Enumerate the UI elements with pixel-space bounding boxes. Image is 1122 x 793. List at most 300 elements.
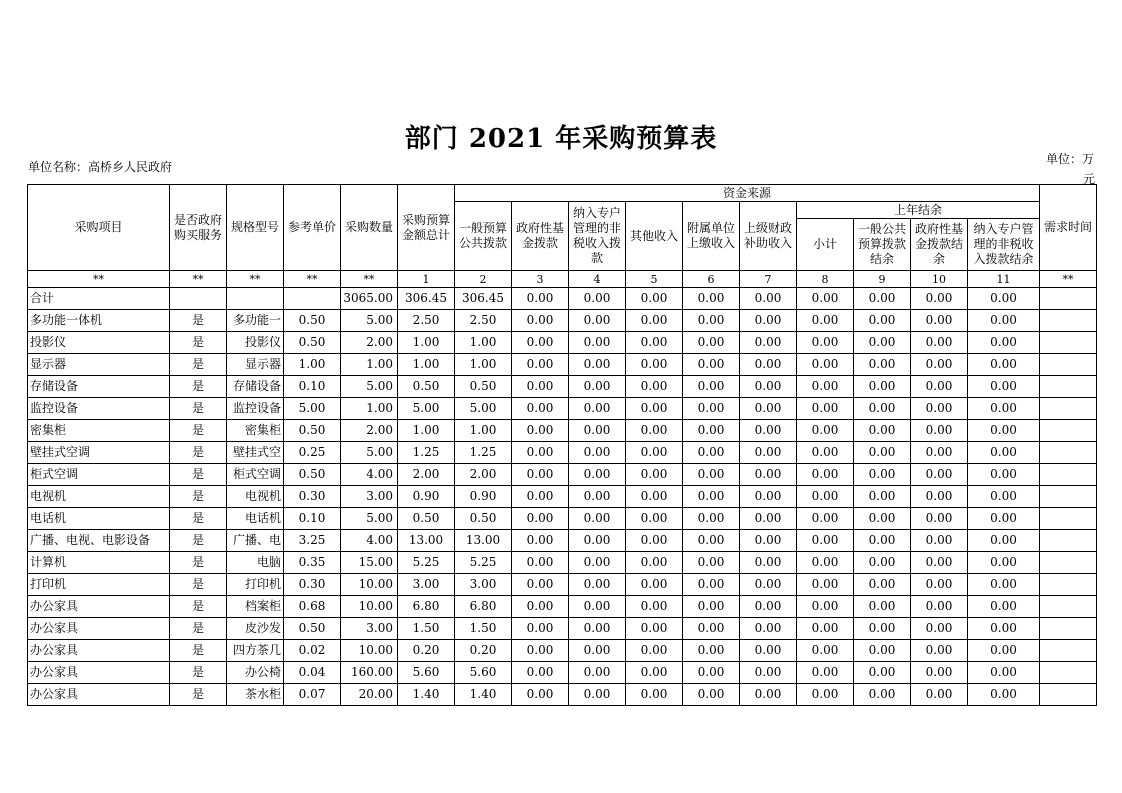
column-number: ** <box>1040 271 1097 288</box>
cell-svc: 是 <box>170 662 227 684</box>
cell-price: 0.30 <box>284 486 341 508</box>
cell-c2: 0.50 <box>455 508 512 530</box>
table-row <box>28 662 1097 684</box>
cell-c11: 0.00 <box>968 354 1040 376</box>
header-fund-source: 资金来源 <box>455 185 1040 202</box>
cell-qty: 2.00 <box>341 420 398 442</box>
cell-c3: 0.00 <box>512 442 569 464</box>
header-spec: 规格型号 <box>227 185 284 271</box>
header-general-budget: 一般预算公共拨款 <box>455 202 512 271</box>
cell-c6: 0.00 <box>683 508 740 530</box>
cell-c7: 0.00 <box>740 662 797 684</box>
cell-c8: 0.00 <box>797 508 854 530</box>
cell-c7: 0.00 <box>740 354 797 376</box>
cell-c5: 0.00 <box>626 332 683 354</box>
cell-svc: 是 <box>170 640 227 662</box>
cell-item: 多功能一体机 <box>28 310 170 332</box>
cell-price: 0.50 <box>284 310 341 332</box>
table-row <box>28 420 1097 442</box>
cell-c9: 0.00 <box>854 464 911 486</box>
cell-spec: 皮沙发 <box>227 618 284 640</box>
cell-c4: 0.00 <box>569 442 626 464</box>
cell-c10: 0.00 <box>911 662 968 684</box>
cell-qty: 10.00 <box>341 640 398 662</box>
column-number: ** <box>284 271 341 288</box>
cell-qty: 2.00 <box>341 332 398 354</box>
cell-price: 0.50 <box>284 618 341 640</box>
cell-c10: 0.00 <box>911 398 968 420</box>
cell-svc: 是 <box>170 332 227 354</box>
cell-c5: 0.00 <box>626 354 683 376</box>
unit-label-continuation: 元 <box>1083 172 1096 186</box>
cell-c8: 0.00 <box>797 596 854 618</box>
cell-time <box>1040 398 1097 420</box>
cell-price: 0.50 <box>284 464 341 486</box>
cell-c5: 0.00 <box>626 574 683 596</box>
table-row <box>28 640 1097 662</box>
column-number: 1 <box>398 271 455 288</box>
cell-spec: 电视机 <box>227 486 284 508</box>
cell-c4: 0.00 <box>569 376 626 398</box>
cell-c11: 0.00 <box>968 530 1040 552</box>
cell-total: 0.50 <box>398 508 455 530</box>
cell-c11: 0.00 <box>968 618 1040 640</box>
cell-price <box>284 288 341 310</box>
cell-c4: 0.00 <box>569 464 626 486</box>
cell-time <box>1040 508 1097 530</box>
column-number: 4 <box>569 271 626 288</box>
cell-c9: 0.00 <box>854 552 911 574</box>
cell-c6: 0.00 <box>683 310 740 332</box>
cell-svc: 是 <box>170 486 227 508</box>
document-title: 部门 2021 年采购预算表 <box>404 124 718 154</box>
table-row <box>28 354 1097 376</box>
cell-c4: 0.00 <box>569 552 626 574</box>
column-number: ** <box>170 271 227 288</box>
cell-c9: 0.00 <box>854 508 911 530</box>
cell-c11: 0.00 <box>968 310 1040 332</box>
cell-c2: 1.00 <box>455 332 512 354</box>
column-number: 8 <box>797 271 854 288</box>
cell-c8: 0.00 <box>797 420 854 442</box>
cell-price: 0.30 <box>284 574 341 596</box>
cell-svc: 是 <box>170 508 227 530</box>
cell-c10: 0.00 <box>911 552 968 574</box>
cell-c4: 0.00 <box>569 354 626 376</box>
cell-c4: 0.00 <box>569 640 626 662</box>
cell-c4: 0.00 <box>569 684 626 706</box>
cell-c10: 0.00 <box>911 640 968 662</box>
cell-c9: 0.00 <box>854 354 911 376</box>
cell-svc: 是 <box>170 442 227 464</box>
cell-c2: 6.80 <box>455 596 512 618</box>
cell-qty: 10.00 <box>341 574 398 596</box>
cell-price: 0.07 <box>284 684 341 706</box>
cell-c9: 0.00 <box>854 574 911 596</box>
cell-item: 电话机 <box>28 508 170 530</box>
cell-c11: 0.00 <box>968 332 1040 354</box>
cell-c9: 0.00 <box>854 662 911 684</box>
cell-c7: 0.00 <box>740 464 797 486</box>
cell-qty: 5.00 <box>341 442 398 464</box>
cell-c8: 0.00 <box>797 574 854 596</box>
cell-c8: 0.00 <box>797 640 854 662</box>
cell-c9: 0.00 <box>854 640 911 662</box>
cell-c11: 0.00 <box>968 596 1040 618</box>
cell-total: 13.00 <box>398 530 455 552</box>
cell-spec: 打印机 <box>227 574 284 596</box>
cell-c3: 0.00 <box>512 596 569 618</box>
cell-item: 办公家具 <box>28 596 170 618</box>
cell-c7: 0.00 <box>740 332 797 354</box>
cell-c3: 0.00 <box>512 420 569 442</box>
cell-spec: 显示器 <box>227 354 284 376</box>
header-total: 采购预算金额总计 <box>398 185 455 271</box>
table-row <box>28 310 1097 332</box>
cell-c2: 1.00 <box>455 354 512 376</box>
cell-c5: 0.00 <box>626 684 683 706</box>
cell-svc: 是 <box>170 464 227 486</box>
cell-qty: 5.00 <box>341 508 398 530</box>
cell-c7: 0.00 <box>740 596 797 618</box>
cell-c6: 0.00 <box>683 552 740 574</box>
cell-c11: 0.00 <box>968 508 1040 530</box>
cell-qty: 3.00 <box>341 486 398 508</box>
cell-total: 0.50 <box>398 376 455 398</box>
cell-item: 广播、电视、电影设备 <box>28 530 170 552</box>
cell-total: 3.00 <box>398 574 455 596</box>
cell-c4: 0.00 <box>569 398 626 420</box>
cell-item: 存储设备 <box>28 376 170 398</box>
table-row <box>28 508 1097 530</box>
cell-c8: 0.00 <box>797 332 854 354</box>
cell-spec: 电话机 <box>227 508 284 530</box>
unit-name: 单位名称：高桥乡人民政府 <box>28 160 173 174</box>
cell-time <box>1040 574 1097 596</box>
cell-total: 1.25 <box>398 442 455 464</box>
cell-svc: 是 <box>170 574 227 596</box>
column-number: ** <box>227 271 284 288</box>
cell-svc: 是 <box>170 420 227 442</box>
cell-c3: 0.00 <box>512 574 569 596</box>
cell-total: 0.90 <box>398 486 455 508</box>
cell-c9: 0.00 <box>854 310 911 332</box>
cell-c4: 0.00 <box>569 662 626 684</box>
cell-c9: 0.00 <box>854 486 911 508</box>
cell-c10: 0.00 <box>911 574 968 596</box>
cell-c3: 0.00 <box>512 486 569 508</box>
cell-c10: 0.00 <box>911 420 968 442</box>
cell-c2: 1.40 <box>455 684 512 706</box>
cell-c3: 0.00 <box>512 618 569 640</box>
cell-item: 柜式空调 <box>28 464 170 486</box>
cell-total: 1.40 <box>398 684 455 706</box>
column-number: 9 <box>854 271 911 288</box>
cell-qty: 160.00 <box>341 662 398 684</box>
table-row <box>28 464 1097 486</box>
cell-c4: 0.00 <box>569 618 626 640</box>
cell-c4: 0.00 <box>569 530 626 552</box>
cell-c7: 0.00 <box>740 530 797 552</box>
cell-svc: 是 <box>170 552 227 574</box>
cell-c8: 0.00 <box>797 662 854 684</box>
cell-c8: 0.00 <box>797 398 854 420</box>
cell-total: 2.00 <box>398 464 455 486</box>
cell-c7: 0.00 <box>740 288 797 310</box>
cell-time <box>1040 530 1097 552</box>
cell-c6: 0.00 <box>683 420 740 442</box>
cell-time <box>1040 552 1097 574</box>
cell-svc: 是 <box>170 310 227 332</box>
cell-c9: 0.00 <box>854 376 911 398</box>
cell-c6: 0.00 <box>683 596 740 618</box>
cell-c2: 0.50 <box>455 376 512 398</box>
cell-total: 1.00 <box>398 420 455 442</box>
cell-c6: 0.00 <box>683 530 740 552</box>
cell-svc: 是 <box>170 684 227 706</box>
cell-total: 5.00 <box>398 398 455 420</box>
cell-time <box>1040 310 1097 332</box>
cell-total: 5.60 <box>398 662 455 684</box>
cell-c7: 0.00 <box>740 684 797 706</box>
cell-c3: 0.00 <box>512 332 569 354</box>
cell-c11: 0.00 <box>968 420 1040 442</box>
header-quantity: 采购数量 <box>341 185 398 271</box>
cell-c6: 0.00 <box>683 398 740 420</box>
cell-c11: 0.00 <box>968 398 1040 420</box>
cell-total: 5.25 <box>398 552 455 574</box>
header-ref-price: 参考单价 <box>284 185 341 271</box>
cell-c3: 0.00 <box>512 376 569 398</box>
cell-c11: 0.00 <box>968 376 1040 398</box>
cell-c3: 0.00 <box>512 398 569 420</box>
cell-c10: 0.00 <box>911 376 968 398</box>
cell-time <box>1040 420 1097 442</box>
cell-c10: 0.00 <box>911 442 968 464</box>
cell-qty: 5.00 <box>341 376 398 398</box>
cell-qty: 3.00 <box>341 618 398 640</box>
cell-time <box>1040 464 1097 486</box>
cell-c9: 0.00 <box>854 618 911 640</box>
table-row <box>28 442 1097 464</box>
cell-price: 5.00 <box>284 398 341 420</box>
cell-c8: 0.00 <box>797 442 854 464</box>
cell-item: 密集柜 <box>28 420 170 442</box>
cell-svc: 是 <box>170 618 227 640</box>
cell-price: 0.10 <box>284 376 341 398</box>
cell-c5: 0.00 <box>626 552 683 574</box>
cell-c5: 0.00 <box>626 310 683 332</box>
cell-c8: 0.00 <box>797 464 854 486</box>
cell-item: 监控设备 <box>28 398 170 420</box>
cell-c5: 0.00 <box>626 662 683 684</box>
cell-c5: 0.00 <box>626 486 683 508</box>
cell-c10: 0.00 <box>911 508 968 530</box>
cell-c11: 0.00 <box>968 442 1040 464</box>
cell-spec: 茶水柜 <box>227 684 284 706</box>
cell-c11: 0.00 <box>968 640 1040 662</box>
cell-c4: 0.00 <box>569 574 626 596</box>
header-gov-service: 是否政府购买服务 <box>170 185 227 271</box>
cell-total: 2.50 <box>398 310 455 332</box>
header-special-nontax: 纳入专户管理的非税收入拨款 <box>569 202 626 271</box>
cell-c5: 0.00 <box>626 288 683 310</box>
column-number: 3 <box>512 271 569 288</box>
cell-c10: 0.00 <box>911 332 968 354</box>
cell-c7: 0.00 <box>740 574 797 596</box>
table-row <box>28 618 1097 640</box>
cell-c9: 0.00 <box>854 398 911 420</box>
column-number: ** <box>341 271 398 288</box>
cell-c3: 0.00 <box>512 662 569 684</box>
cell-c2: 5.00 <box>455 398 512 420</box>
cell-spec: 电脑 <box>227 552 284 574</box>
cell-price: 0.25 <box>284 442 341 464</box>
table-row <box>28 376 1097 398</box>
cell-spec: 柜式空调 <box>227 464 284 486</box>
cell-c5: 0.00 <box>626 530 683 552</box>
column-number: 7 <box>740 271 797 288</box>
cell-item: 合计 <box>28 288 170 310</box>
cell-c3: 0.00 <box>512 508 569 530</box>
cell-c7: 0.00 <box>740 640 797 662</box>
cell-c10: 0.00 <box>911 486 968 508</box>
cell-c9: 0.00 <box>854 530 911 552</box>
cell-c5: 0.00 <box>626 398 683 420</box>
cell-item: 办公家具 <box>28 684 170 706</box>
cell-c10: 0.00 <box>911 596 968 618</box>
cell-c7: 0.00 <box>740 486 797 508</box>
cell-spec: 壁挂式空 <box>227 442 284 464</box>
header-gov-fund: 政府性基金拨款 <box>512 202 569 271</box>
cell-spec: 四方茶几 <box>227 640 284 662</box>
cell-c10: 0.00 <box>911 310 968 332</box>
cell-c3: 0.00 <box>512 354 569 376</box>
cell-c7: 0.00 <box>740 552 797 574</box>
cell-c8: 0.00 <box>797 354 854 376</box>
cell-time <box>1040 288 1097 310</box>
cell-c8: 0.00 <box>797 310 854 332</box>
cell-total: 1.50 <box>398 618 455 640</box>
cell-item: 办公家具 <box>28 618 170 640</box>
cell-svc: 是 <box>170 376 227 398</box>
table-row <box>28 574 1097 596</box>
column-number: 11 <box>968 271 1040 288</box>
header-prev-gov-fund: 政府性基金拨款结余 <box>911 219 968 271</box>
cell-c5: 0.00 <box>626 640 683 662</box>
cell-c3: 0.00 <box>512 552 569 574</box>
cell-c6: 0.00 <box>683 376 740 398</box>
cell-c6: 0.00 <box>683 354 740 376</box>
cell-c2: 13.00 <box>455 530 512 552</box>
header-item: 采购项目 <box>28 185 170 271</box>
cell-c10: 0.00 <box>911 530 968 552</box>
cell-price: 0.50 <box>284 332 341 354</box>
cell-item: 投影仪 <box>28 332 170 354</box>
cell-c3: 0.00 <box>512 288 569 310</box>
cell-c5: 0.00 <box>626 618 683 640</box>
cell-c2: 5.60 <box>455 662 512 684</box>
header-demand-time: 需求时间 <box>1040 185 1097 271</box>
cell-item: 打印机 <box>28 574 170 596</box>
cell-spec: 存储设备 <box>227 376 284 398</box>
cell-c9: 0.00 <box>854 332 911 354</box>
cell-c5: 0.00 <box>626 508 683 530</box>
cell-c2: 2.50 <box>455 310 512 332</box>
cell-time <box>1040 486 1097 508</box>
cell-c6: 0.00 <box>683 288 740 310</box>
cell-time <box>1040 618 1097 640</box>
cell-c11: 0.00 <box>968 464 1040 486</box>
cell-c7: 0.00 <box>740 310 797 332</box>
table-row <box>28 398 1097 420</box>
cell-item: 显示器 <box>28 354 170 376</box>
cell-c10: 0.00 <box>911 618 968 640</box>
cell-price: 0.04 <box>284 662 341 684</box>
cell-c9: 0.00 <box>854 596 911 618</box>
cell-c8: 0.00 <box>797 552 854 574</box>
cell-c11: 0.00 <box>968 486 1040 508</box>
cell-c2: 1.50 <box>455 618 512 640</box>
cell-time <box>1040 354 1097 376</box>
cell-c4: 0.00 <box>569 420 626 442</box>
cell-c3: 0.00 <box>512 310 569 332</box>
cell-c2: 0.90 <box>455 486 512 508</box>
cell-total: 306.45 <box>398 288 455 310</box>
cell-time <box>1040 662 1097 684</box>
cell-total: 1.00 <box>398 354 455 376</box>
cell-c2: 2.00 <box>455 464 512 486</box>
cell-c6: 0.00 <box>683 684 740 706</box>
cell-c5: 0.00 <box>626 420 683 442</box>
cell-c7: 0.00 <box>740 508 797 530</box>
cell-price: 0.68 <box>284 596 341 618</box>
cell-c11: 0.00 <box>968 552 1040 574</box>
unit-label: 单位：万 <box>1046 152 1095 166</box>
cell-c11: 0.00 <box>968 574 1040 596</box>
header-subtotal: 小计 <box>797 219 854 271</box>
cell-c8: 0.00 <box>797 618 854 640</box>
cell-c3: 0.00 <box>512 530 569 552</box>
cell-c2: 3.00 <box>455 574 512 596</box>
cell-c6: 0.00 <box>683 640 740 662</box>
table-row <box>28 486 1097 508</box>
table-row <box>28 684 1097 706</box>
cell-c4: 0.00 <box>569 310 626 332</box>
cell-c6: 0.00 <box>683 464 740 486</box>
cell-c3: 0.00 <box>512 640 569 662</box>
table-row <box>28 552 1097 574</box>
cell-time <box>1040 596 1097 618</box>
cell-qty: 10.00 <box>341 596 398 618</box>
cell-c11: 0.00 <box>968 662 1040 684</box>
cell-c3: 0.00 <box>512 464 569 486</box>
cell-c7: 0.00 <box>740 376 797 398</box>
cell-qty: 1.00 <box>341 398 398 420</box>
cell-item: 办公家具 <box>28 640 170 662</box>
cell-spec: 密集柜 <box>227 420 284 442</box>
cell-spec: 投影仪 <box>227 332 284 354</box>
column-number-row <box>28 271 1097 288</box>
cell-c8: 0.00 <box>797 288 854 310</box>
cell-c9: 0.00 <box>854 420 911 442</box>
cell-spec <box>227 288 284 310</box>
cell-c5: 0.00 <box>626 442 683 464</box>
cell-c10: 0.00 <box>911 354 968 376</box>
cell-svc: 是 <box>170 596 227 618</box>
header-prev-special: 纳入专户管理的非税收入拨款结余 <box>968 219 1040 271</box>
cell-c2: 306.45 <box>455 288 512 310</box>
